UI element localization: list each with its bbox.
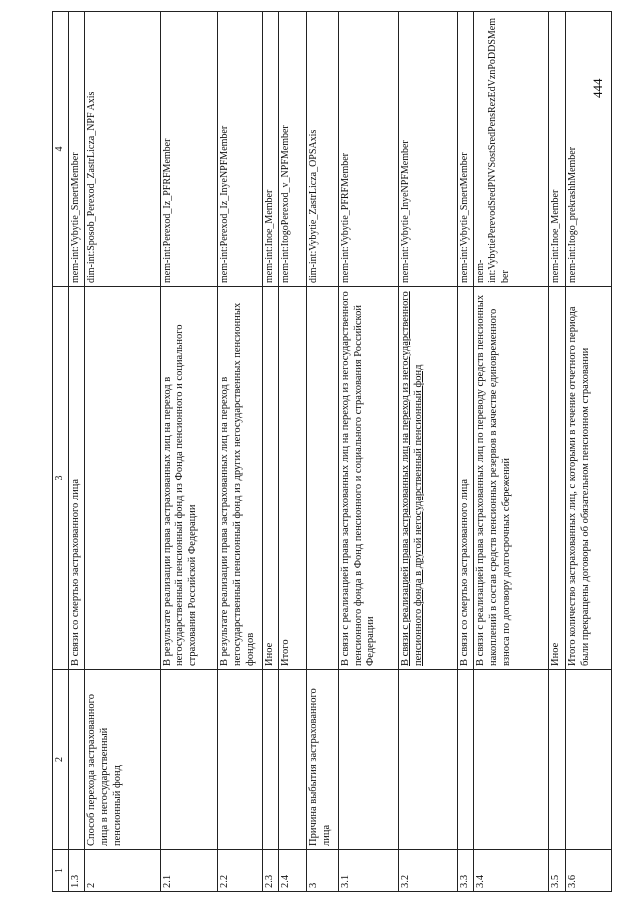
row-col2 bbox=[262, 670, 278, 850]
row-col2 bbox=[279, 670, 307, 850]
row-col2 bbox=[338, 670, 399, 850]
row-col2: Способ перехода застрахованного лица в негосударственный пенсионный фонд bbox=[85, 670, 160, 850]
table-row bbox=[217, 12, 262, 892]
row-col3: В связи со смертью застрахованного лица bbox=[457, 287, 473, 670]
row-num: 2 bbox=[85, 850, 160, 892]
rotated-page-content bbox=[52, 12, 612, 892]
table-row bbox=[474, 12, 549, 892]
row-col2 bbox=[217, 670, 262, 850]
table-row bbox=[85, 12, 160, 892]
row-num: 2.4 bbox=[279, 850, 307, 892]
table-header-row bbox=[53, 12, 69, 892]
col-header-3: 3 bbox=[53, 287, 69, 670]
row-col2 bbox=[474, 670, 549, 850]
col-header-4: 4 bbox=[53, 12, 69, 287]
table-row bbox=[565, 12, 611, 892]
row-col2 bbox=[565, 670, 611, 850]
row-num: 2.1 bbox=[160, 850, 217, 892]
table-row bbox=[279, 12, 307, 892]
row-num: 3.4 bbox=[474, 850, 549, 892]
row-num: 2.2 bbox=[217, 850, 262, 892]
row-col4: mem-int:ItogoPerexod_v_NPFMember bbox=[279, 12, 307, 287]
row-col3: Итого количество застрахованных лиц, с которыми в течение отчетного периода были прекращены договоры об обязательном пенсионном страховании bbox=[565, 287, 611, 670]
row-col4: mem-int:Vybytie_PFRFMember bbox=[338, 12, 399, 287]
row-num: 3.2 bbox=[399, 850, 457, 892]
row-col3: Итого bbox=[279, 287, 307, 670]
row-col4: mem-int:Vybytie_SmertMember bbox=[457, 12, 473, 287]
row-col4: mem-int:VybytiePerevodSredPNVSostSredPensRezEdVznPoDDSMember bbox=[474, 12, 549, 287]
row-col3: Иное bbox=[262, 287, 278, 670]
row-col4: dim-int:Sposob_Perexod_ZastrLicza_NPF Axis bbox=[85, 12, 160, 287]
row-col4: mem-int:Itogo_prekrashhMember bbox=[565, 12, 611, 287]
row-col3: В результате реализации права застрахованных лиц на переход в негосударственный пенсионный фонд из других негосударственных пенсионных фондов bbox=[217, 287, 262, 670]
row-col2 bbox=[457, 670, 473, 850]
row-col2 bbox=[399, 670, 457, 850]
row-col4: mem-int:Inoe_Member bbox=[262, 12, 278, 287]
row-col4: mem-int:Vybytie_SmertMember bbox=[68, 12, 84, 287]
table-row bbox=[549, 12, 565, 892]
document-table bbox=[52, 11, 612, 892]
table-row bbox=[160, 12, 217, 892]
row-col2: Причина выбытия застрахованного лица bbox=[307, 670, 338, 850]
row-num: 3.5 bbox=[549, 850, 565, 892]
row-col2 bbox=[549, 670, 565, 850]
table-row bbox=[457, 12, 473, 892]
col-header-2: 2 bbox=[53, 670, 69, 850]
table-row bbox=[262, 12, 278, 892]
row-col3 bbox=[307, 287, 338, 670]
row-num: 3.6 bbox=[565, 850, 611, 892]
row-num: 3 bbox=[307, 850, 338, 892]
row-col4: mem-int:Perexod_Iz_PFRFMember bbox=[160, 12, 217, 287]
row-num: 3.1 bbox=[338, 850, 399, 892]
page-number: 444 bbox=[590, 78, 605, 98]
row-col3: В связи с реализацией права застрахованных лиц на переход из негосударственного пенсионного фонда в другой негосударственный пенсионный фонд bbox=[399, 287, 457, 670]
row-col2 bbox=[160, 670, 217, 850]
table-row bbox=[68, 12, 84, 892]
row-col4: dim-int:Vybytie_ZastrLicza_OPSAxis bbox=[307, 12, 338, 287]
row-col3: В результате реализации права застрахованных лиц на переход в негосударственный пенсионный фонд из Фонда пенсионного и социального страхования Российской Федерации bbox=[160, 287, 217, 670]
col-header-1: 1 bbox=[53, 850, 69, 892]
row-col3 bbox=[85, 287, 160, 670]
row-num: 3.3 bbox=[457, 850, 473, 892]
row-col3: Иное bbox=[549, 287, 565, 670]
row-col3: В связи с реализацией права застрахованных лиц по переводу средств пенсионных накоплений в состав средств пенсионных резервов в качестве единовременного взноса по договору долгосрочных сбережений bbox=[474, 287, 549, 670]
row-col4: mem-int:Perexod_Iz_InyeNPFMember bbox=[217, 12, 262, 287]
row-num: 2.3 bbox=[262, 850, 278, 892]
table-row bbox=[307, 12, 338, 892]
row-col4: mem-int:Vybytie_InyeNPFMember bbox=[399, 12, 457, 287]
row-col3: В связи со смертью застрахованного лица bbox=[68, 287, 84, 670]
table-row bbox=[338, 12, 399, 892]
row-col4: mem-int:Inoe_Member bbox=[549, 12, 565, 287]
table-row bbox=[399, 12, 457, 892]
row-col2 bbox=[68, 670, 84, 850]
row-col3: В связи с реализацией права застрахованных лиц на переход из негосударственного пенсионного фонда в Фонд пенсионного и социального страхования Российской Федерации bbox=[338, 287, 399, 670]
row-num: 1.3 bbox=[68, 850, 84, 892]
